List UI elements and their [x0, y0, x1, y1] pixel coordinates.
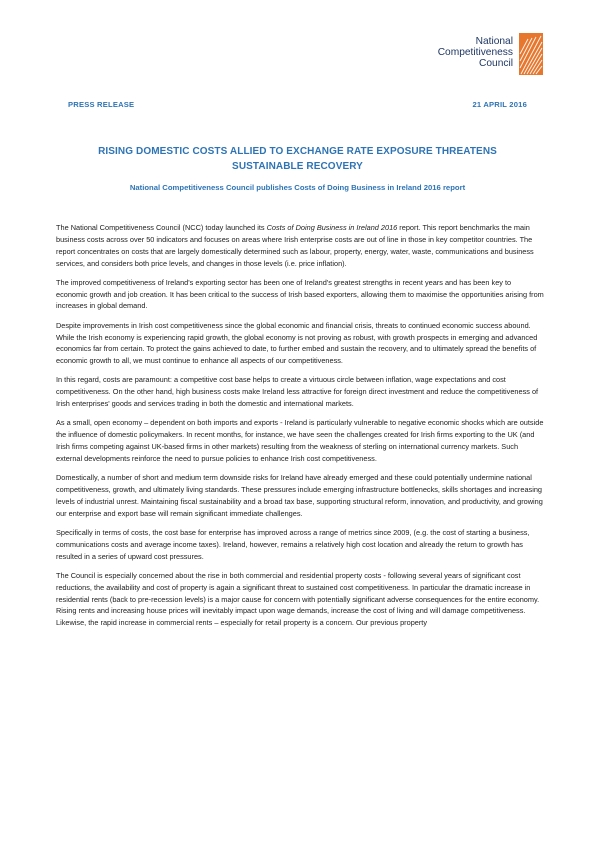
paragraph-3: Despite improvements in Irish cost competitiveness since the global economic and financial crisis, threats to continued economic success abound. While the Irish economy is experiencing rapid growth, the global economy is not proving as robust, with growth prospects in emerging and advanced economics far from certain. To protect the gains achieved to date, to further embed and sustain the recovery, and to ultimately spread the benefits of economic growth to all, we must continue to enhance all aspects of our competitiveness. — [56, 320, 538, 366]
logo-line-1: National — [475, 36, 513, 47]
report-title: Costs of Doing Business in Ireland 2016 — [266, 223, 398, 232]
logo-line-3: Council — [479, 58, 513, 69]
logo-mark-icon — [519, 33, 543, 75]
body-text — [56, 222, 544, 636]
header-row — [68, 100, 527, 109]
logo-line-2: Competitiveness — [437, 47, 513, 58]
subheadline: National Competitiveness Council publishes Costs of Doing Business in Ireland 2016 report — [129, 183, 466, 192]
headline-line-1: RISING DOMESTIC COSTS ALLIED TO EXCHANGE RATE EXPOSURE THREATENS — [98, 146, 497, 157]
paragraph-5: As a small, open economy – dependent on both imports and exports - Ireland is particularly vulnerable to negative economic shocks which are outside the influence of domestic policymakers. In recent months, for instance, we have seen the challenges created for Irish firms exporting to the UK (and Irish firms competing against UK-based firms in other markets) resulting from the weakness of sterling on international currency markets. Such external developments reinforce the need to pursue policies to enhance Irish cost competitiveness. — [56, 418, 544, 463]
headline-line-2: SUSTAINABLE RECOVERY — [232, 161, 363, 172]
ncc-logo — [438, 33, 543, 75]
logo-text — [438, 36, 513, 69]
paragraph-1: The National Competitiveness Council (NCC) today launched its Costs of Doing Business in Ireland 2016 report. This report benchmarks the main business costs across over 50 indicators and focuses on areas where Irish enterprise costs are out of line in those in key competitor countries. The report concentrates on costs that are largely domestically determined such as labour, property, energy, water, waste, communications and business services, and considers both price levels, and changes in those levels (i.e. price inflation). — [56, 223, 534, 268]
press-release-label: PRESS RELEASE — [68, 100, 135, 109]
release-date: 21 APRIL 2016 — [472, 100, 527, 109]
paragraph-2: The improved competitiveness of Ireland's exporting sector has been one of Ireland's greatest strengths in recent years and has been key to economic growth and job creation. It has been critical to the success of Irish based exporters, allowing them to maximise the opportunities arising from increases in global demand. — [56, 277, 544, 311]
paragraph-4: In this regard, costs are paramount: a competitive cost base helps to create a virtuous circle between inflation, wage expectations and cost competitiveness. On the other hand, high business costs make Ireland less attractive for foreign direct investment and reduce the competitiveness of Irish enterprises' goods and services trading in both the domestic and international markets. — [56, 375, 539, 409]
paragraph-6: Domestically, a number of short and medium term downside risks for Ireland have already emerged and these could potentially undermine national competitiveness, growth, and ultimately living standards. These pressures include emerging infrastructure bottlenecks, skills shortages and increasing levels of industrial unrest. Maintaining fiscal sustainability and a broad tax base, supporting structural reform, innovation, and productivity, and growing our enterprise and export base will remain significant immediate challenges. — [56, 473, 543, 518]
paragraph-8: The Council is especially concerned about the rise in both commercial and residential property costs - following several years of significant cost reductions, the availability and cost of property is again a significant threat to sustained cost competitiveness. In particular the dramatic increase in residential rents (back to pre-recession levels) is a major cause for concern with potentially significant adverse consequences for the entire economy. Rising rents and increasing house prices will inevitably impact upon wage demands, increase the cost of living and will damage competitiveness. Likewise, the rapid increase in commercial rents – especially for retail property is a concern. Our previous property — [56, 570, 540, 628]
paragraph-7: Specifically in terms of costs, the cost base for enterprise has improved across a range of metrics since 2009, (e.g. the cost of starting a business, communications costs and average income taxes). Ireland, however, remains a relatively high cost location and already the return to growth has resulted in a series of upward cost pressures. — [56, 527, 530, 561]
headline — [60, 144, 535, 174]
